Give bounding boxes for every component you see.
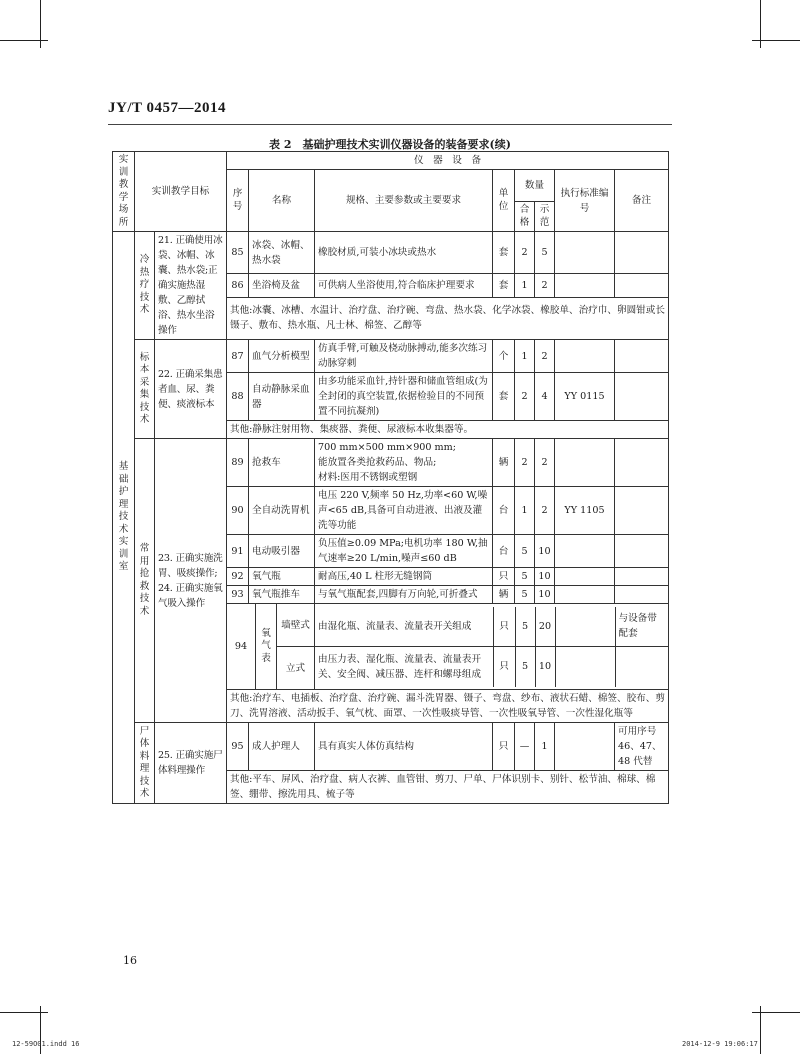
standard-code: JY/T 0457—2014 xyxy=(108,100,226,116)
tech-cell xyxy=(135,723,155,804)
name-cell: 自动静脉采血器 xyxy=(249,373,315,421)
spec-cell: 与氧气瓶配套,四脚有万向轮,可折叠式 xyxy=(315,586,493,604)
table-title: 表 2 基础护理技术实训仪器设备的装备要求(续) xyxy=(269,138,511,151)
goal-cell: 22. 正确采集患者血、尿、粪便、痰液标本 xyxy=(155,340,227,439)
goal-header: 实训教学目标 xyxy=(135,152,227,232)
name-cell: 坐浴椅及盆 xyxy=(249,274,315,297)
remark-cell xyxy=(615,568,669,586)
remark-cell: 与设备带配套 xyxy=(615,607,669,647)
tech-text: 常 用 抢 救 技 术 xyxy=(139,543,150,617)
goal-cell: 23. 正确实施洗胃、吸痰操作; 24. 正确实施氧气吸入操作 xyxy=(155,439,227,723)
qty-qualified-cell: 1 xyxy=(515,274,535,297)
equipment-table xyxy=(112,151,669,804)
quantity-header: 数量 xyxy=(515,170,555,202)
name-header: 名称 xyxy=(249,170,315,232)
name-cell: 电动吸引器 xyxy=(249,535,315,568)
tech-text: 冷 热 疗 技 术 xyxy=(139,254,150,316)
seq-cell: 90 xyxy=(227,487,249,535)
unit-cell: 套 xyxy=(493,232,515,274)
model-header-text: 示 范 xyxy=(539,204,550,228)
spec-cell: 可供病人坐浴使用,符合临床护理要求 xyxy=(315,274,493,297)
spec-cell: 负压值≥0.09 MPa;电机功率 180 W,抽气速率≥20 L/min,噪声≤60 dB xyxy=(315,535,493,568)
qualified-header xyxy=(515,202,535,232)
qty-model-cell: 5 xyxy=(535,232,555,274)
qty-qualified-cell: 2 xyxy=(515,373,535,421)
unit-cell: 辆 xyxy=(493,439,515,487)
standard-cell xyxy=(555,274,615,297)
standard-cell xyxy=(555,568,615,586)
place-header xyxy=(113,152,135,232)
seq-header-text: 序 号 xyxy=(232,188,243,212)
tech-cell xyxy=(135,232,155,340)
footer-file-info: 12-59O01.indd 16 xyxy=(12,1040,80,1048)
remark-cell xyxy=(615,439,669,487)
unit-header xyxy=(493,170,515,232)
qty-model-cell: 2 xyxy=(535,274,555,297)
unit-cell: 台 xyxy=(493,487,515,535)
qualified-header-text: 合 格 xyxy=(519,204,530,228)
name-cell: 氧气瓶推车 xyxy=(249,586,315,604)
qty-qualified-cell: 5 xyxy=(515,568,535,586)
crop-mark xyxy=(760,1006,761,1054)
goal-cell: 21. 正确使用冰袋、冰帽、冰囊、热水袋;正确实施热湿敷、乙醇拭浴、热水坐浴操作 xyxy=(155,232,227,340)
unit-cell: 只 xyxy=(493,568,515,586)
seq-cell: 95 xyxy=(227,723,249,771)
standard-cell xyxy=(555,340,615,373)
seq-header xyxy=(227,170,249,232)
spec-cell: 700 mm×500 mm×900 mm; 能放置各类抢救药品、物品; 材料:医用不锈钢或塑钢 xyxy=(315,439,493,487)
name-cell: 血气分析模型 xyxy=(249,340,315,373)
name-cell: 氧气瓶 xyxy=(249,568,315,586)
footer-timestamp: 2014-12-9 19:06:17 xyxy=(682,1040,758,1048)
oxygen-meter-subtable xyxy=(227,604,314,689)
spec-cell: 具有真实人体仿真结构 xyxy=(315,723,493,771)
tech-cell xyxy=(135,340,155,439)
other-items-cell: 其他:静脉注射用物、集痰器、粪便、尿液标本收集器等。 xyxy=(227,421,669,439)
qty-model-cell: 10 xyxy=(535,568,555,586)
oxygen-meter-detail-subtable xyxy=(315,607,669,687)
crop-mark xyxy=(760,0,761,48)
seq-cell: 92 xyxy=(227,568,249,586)
unit-cell: 只 xyxy=(493,647,515,687)
other-items-cell: 其他:平车、屏风、治疗盘、病人衣裤、血管钳、剪刀、尸单、尸体识别卡、别针、松节油、棉球、棉签、绷带、擦洗用具、梳子等 xyxy=(227,771,669,804)
spec-cell: 由湿化瓶、流量表、流量表开关组成 xyxy=(315,607,493,647)
remark-cell xyxy=(615,647,669,687)
oxygen-meter-cell xyxy=(227,604,315,690)
tech-cell xyxy=(135,439,155,723)
name-cell: 全自动洗胃机 xyxy=(249,487,315,535)
unit-cell: 套 xyxy=(493,373,515,421)
qty-qualified-cell: 1 xyxy=(515,340,535,373)
unit-header-text: 单 位 xyxy=(498,188,509,212)
qty-model-cell: 1 xyxy=(535,723,555,771)
remark-cell xyxy=(615,232,669,274)
other-items-cell: 其他:冰囊、冰槽、水温计、治疗盘、治疗碗、弯盘、热水袋、化学冰袋、橡胶单、治疗巾、卵圆钳或长镊子、敷布、热水瓶、凡士林、棉签、乙醇等 xyxy=(227,297,669,339)
oxygen-meter-name xyxy=(256,604,277,689)
spec-cell: 仿真手臂,可触及桡动脉搏动,能多次练习动脉穿刺 xyxy=(315,340,493,373)
seq-cell: 88 xyxy=(227,373,249,421)
seq-cell: 94 xyxy=(227,604,256,689)
sub-name-cell: 立式 xyxy=(285,662,306,674)
standard-cell xyxy=(555,535,615,568)
sub-name-cell: 墙壁式 xyxy=(277,604,315,647)
unit-cell: 只 xyxy=(493,723,515,771)
qty-model-cell: 10 xyxy=(535,647,555,687)
seq-cell: 91 xyxy=(227,535,249,568)
remark-cell: 可用序号 46、47、48 代替 xyxy=(615,723,669,771)
remark-cell xyxy=(615,274,669,297)
qty-qualified-cell: 2 xyxy=(515,232,535,274)
model-header xyxy=(535,202,555,232)
seq-cell: 89 xyxy=(227,439,249,487)
qty-model-cell: 4 xyxy=(535,373,555,421)
other-items-cell: 其他:治疗车、电插板、治疗盘、治疗碗、漏斗洗胃器、镊子、弯盘、纱布、液状石蜡、棉签、胶布、剪刀、洗胃溶液、活动扳手、氧气枕、面罩、一次性吸痰导管、一次性吸氧导管、一次性湿化瓶等 xyxy=(227,690,669,723)
standard-cell xyxy=(555,232,615,274)
seq-cell: 93 xyxy=(227,586,249,604)
place-cell xyxy=(113,232,135,804)
equipment-header: 仪 器 设 备 xyxy=(227,152,669,170)
spec-cell: 耐高压,40 L 柱形无缝钢筒 xyxy=(315,568,493,586)
qty-qualified-cell: — xyxy=(515,723,535,771)
spec-header: 规格、主要参数或主要要求 xyxy=(315,170,493,232)
qty-qualified-cell: 5 xyxy=(515,647,535,687)
standard-cell xyxy=(555,439,615,487)
qty-qualified-cell: 5 xyxy=(515,586,535,604)
name-cell: 成人护理人 xyxy=(249,723,315,771)
remark-cell xyxy=(615,487,669,535)
qty-qualified-cell: 2 xyxy=(515,439,535,487)
qty-model-cell: 2 xyxy=(535,439,555,487)
standard-cell: YY 1105 xyxy=(555,487,615,535)
goal-cell: 25. 正确实施尸体料理操作 xyxy=(155,723,227,804)
crop-mark xyxy=(40,0,41,48)
standard-cell xyxy=(555,586,615,604)
standard-cell xyxy=(555,647,615,687)
qty-qualified-cell: 1 xyxy=(515,487,535,535)
page-number: 16 xyxy=(123,954,137,967)
qty-model-cell: 20 xyxy=(535,607,555,647)
remark-cell xyxy=(615,373,669,421)
qty-model-cell: 10 xyxy=(535,586,555,604)
oxygen-meter-name-text: 氧 气 表 xyxy=(261,627,271,664)
remark-cell xyxy=(615,340,669,373)
spec-cell: 橡胶材质,可装小冰块或热水 xyxy=(315,232,493,274)
spec-cell: 由多功能采血针,持针器和储血管组成(为全封闭的真空装置,依据检验目的不同预置不同抗凝剂) xyxy=(315,373,493,421)
unit-cell: 套 xyxy=(493,274,515,297)
standard-cell xyxy=(555,723,615,771)
qty-model-cell: 2 xyxy=(535,487,555,535)
oxygen-meter-detail-cell xyxy=(315,604,669,690)
tech-text: 标 本 采 集 技 术 xyxy=(139,351,150,425)
remark-cell xyxy=(615,535,669,568)
unit-cell: 个 xyxy=(493,340,515,373)
qty-qualified-cell: 5 xyxy=(515,535,535,568)
name-cell: 冰袋、冰帽、热水袋 xyxy=(249,232,315,274)
unit-cell: 只 xyxy=(493,607,515,647)
remark-cell xyxy=(615,586,669,604)
unit-cell: 台 xyxy=(493,535,515,568)
place-text: 基 础 护 理 技 术 实 训 室 xyxy=(118,461,129,573)
standard-header: 执行标准编号 xyxy=(555,170,615,232)
spec-cell: 由压力表、湿化瓶、流量表、流量表开关、安全阀、减压器、连杆和螺母组成 xyxy=(315,647,493,687)
seq-cell: 86 xyxy=(227,274,249,297)
remark-header: 备注 xyxy=(615,170,669,232)
place-header-text: 实 训 教 学 场 所 xyxy=(118,154,129,228)
qty-model-cell: 10 xyxy=(535,535,555,568)
spec-cell: 电压 220 V,频率 50 Hz,功率<60 W,噪声<65 dB,具备可自动进液、出液及灌洗等功能 xyxy=(315,487,493,535)
seq-cell: 87 xyxy=(227,340,249,373)
header-rule xyxy=(108,124,672,125)
standard-cell xyxy=(555,607,615,647)
name-cell: 抢救车 xyxy=(249,439,315,487)
standard-cell: YY 0115 xyxy=(555,373,615,421)
qty-qualified-cell: 5 xyxy=(515,607,535,647)
seq-cell: 85 xyxy=(227,232,249,274)
qty-model-cell: 2 xyxy=(535,340,555,373)
tech-text: 尸 体 料 理 技 术 xyxy=(139,725,150,799)
unit-cell: 辆 xyxy=(493,586,515,604)
